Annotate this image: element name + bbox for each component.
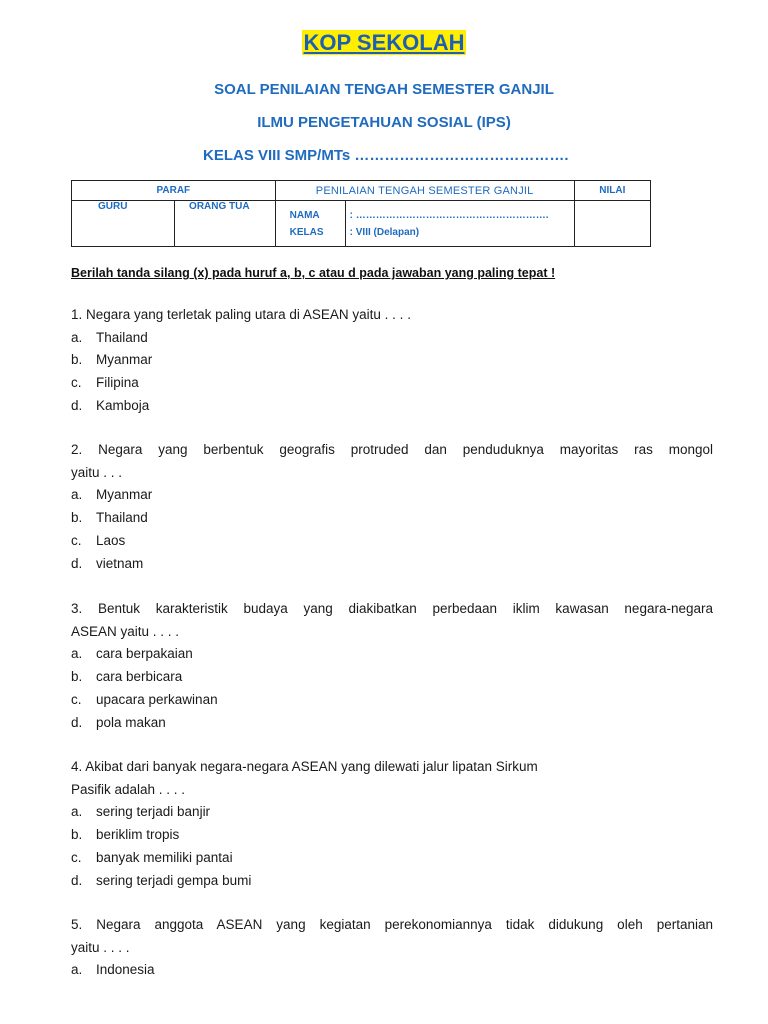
question-stem: 4. Akibat dari banyak negara-negara ASEAN yang dilewati jalur lipatan Sirkum (71, 759, 538, 774)
orang-tua-label: ORANG TUA (189, 201, 250, 212)
option-c[interactable] (71, 847, 713, 870)
guru-label: GURU (98, 201, 128, 212)
option-b[interactable] (71, 349, 713, 372)
kelas-label: KELAS (289, 227, 324, 238)
identity-table (71, 180, 651, 247)
option-b[interactable] (71, 507, 713, 530)
subject-title: ILMU PENGETAHUAN SOSIAL (IPS) (257, 114, 511, 131)
option-d[interactable] (71, 870, 713, 893)
option-letter: a. (71, 487, 83, 503)
option-d[interactable] (71, 395, 713, 418)
option-letter: d. (71, 714, 83, 730)
option-letter: a. (71, 962, 83, 978)
question-stem: 2. Negara yang berbentuk geografis protruded dan penduduknya mayoritas ras mongol (71, 442, 713, 457)
label-column (276, 201, 346, 246)
option-a[interactable] (71, 643, 713, 666)
nilai-cell[interactable] (574, 201, 650, 247)
option-text: sering terjadi gempa bumi (96, 872, 252, 888)
option-letter: c. (71, 375, 82, 391)
kop-sekolah (0, 30, 768, 56)
option-text: cara berbicara (96, 669, 183, 685)
option-text: Thailand (96, 329, 148, 345)
option-letter: b. (71, 510, 83, 526)
option-text: Kamboja (96, 397, 150, 413)
question-stem-cont: Pasifik adalah . . . . (71, 781, 186, 797)
option-letter: c. (71, 691, 82, 707)
option-text: pola makan (96, 714, 166, 730)
option-a[interactable] (71, 327, 713, 350)
question-stem: 1. Negara yang terletak paling utara di ASEAN yaitu . . . . (71, 307, 411, 322)
question-stem: 3. Bentuk karakteristik budaya yang diakibatkan perbedaan iklim kawasan negara-negara (71, 601, 713, 616)
option-a[interactable] (71, 484, 713, 507)
exam-title: SOAL PENILAIAN TENGAH SEMESTER GANJIL (214, 81, 554, 98)
option-letter: b. (71, 827, 83, 843)
option-c[interactable] (71, 372, 713, 395)
option-a[interactable] (71, 959, 713, 982)
question-stem: 5. Negara anggota ASEAN yang kegiatan perekonomiannya tidak didukung oleh pertanian (71, 917, 713, 932)
question-1 (71, 304, 713, 418)
student-info-cell (275, 201, 574, 247)
option-text: Thailand (96, 510, 148, 526)
question-stem-cont: ASEAN yaitu . . . . (71, 623, 180, 639)
kop-sekolah-text: KOP SEKOLAH (303, 30, 465, 55)
nilai-header: NILAI (574, 181, 650, 201)
value-column (346, 201, 574, 246)
option-letter: d. (71, 397, 83, 413)
option-letter: a. (71, 804, 83, 820)
instruction: Berilah tanda silang (x) pada huruf a, b, c atau d pada jawaban yang paling tepat ! (71, 266, 556, 280)
question-3 (71, 598, 713, 734)
class-line: KELAS VIII SMP/MTs ……………………………………. (203, 147, 569, 164)
option-text: Filipina (96, 375, 139, 391)
option-c[interactable] (71, 530, 713, 553)
option-text: upacara perkawinan (96, 691, 218, 707)
option-text: Laos (96, 532, 126, 548)
option-letter: b. (71, 352, 83, 368)
option-a[interactable] (71, 801, 713, 824)
option-letter: d. (71, 555, 83, 571)
option-c[interactable] (71, 689, 713, 712)
option-letter: b. (71, 669, 83, 685)
option-text: vietnam (96, 555, 144, 571)
option-text: banyak memiliki pantai (96, 849, 233, 865)
question-2 (71, 439, 713, 575)
pts-header: PENILAIAN TENGAH SEMESTER GANJIL (275, 181, 574, 201)
option-text: sering terjadi banjir (96, 804, 211, 820)
nama-label: NAMA (289, 210, 320, 221)
paraf-header: PARAF (72, 181, 276, 201)
guru-cell (72, 201, 175, 247)
option-d[interactable] (71, 553, 713, 576)
option-letter: d. (71, 872, 83, 888)
question-4 (71, 756, 713, 892)
option-letter: c. (71, 532, 82, 548)
question-stem-cont: yaitu . . . (71, 464, 123, 480)
option-d[interactable] (71, 712, 713, 735)
option-b[interactable] (71, 666, 713, 689)
question-5 (71, 914, 713, 982)
option-text: Myanmar (96, 487, 153, 503)
question-stem-cont: yaitu . . . . (71, 939, 130, 955)
option-text: Myanmar (96, 352, 153, 368)
kelas-value: : VIII (Delapan) (349, 227, 420, 238)
option-b[interactable] (71, 824, 713, 847)
option-text: Indonesia (96, 962, 155, 978)
option-text: beriklim tropis (96, 827, 180, 843)
option-letter: c. (71, 849, 82, 865)
nama-field[interactable]: : …………………………………………………. (349, 210, 549, 221)
orang-tua-cell (175, 201, 276, 247)
option-letter: a. (71, 329, 83, 345)
option-letter: a. (71, 646, 83, 662)
option-text: cara berpakaian (96, 646, 193, 662)
